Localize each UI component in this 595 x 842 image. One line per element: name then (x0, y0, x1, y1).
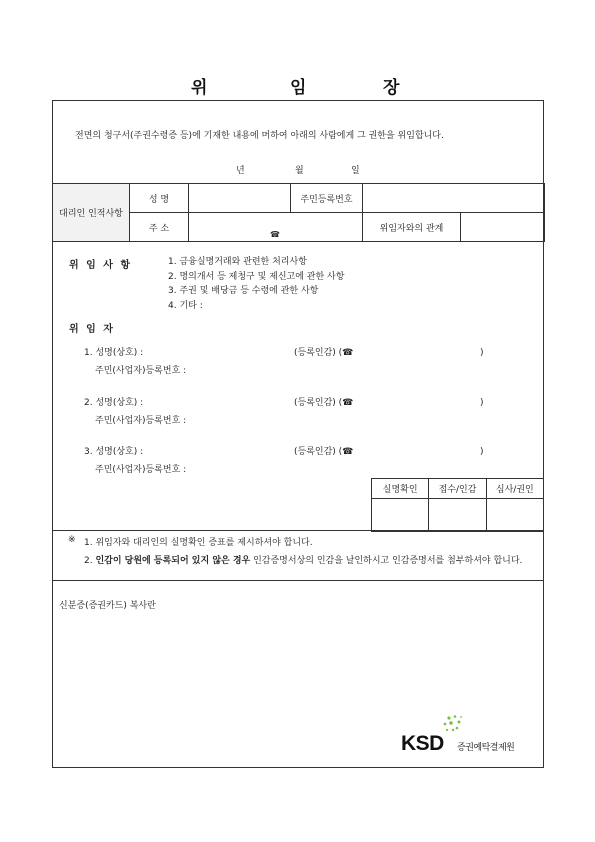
note-mark: ※ (68, 535, 76, 545)
delegation-item: 3. 주권 및 배당금 등 수령에 관한 사항 (168, 286, 319, 296)
delegator-paren-close: ) (480, 447, 484, 457)
ksd-wordmark: KSD (401, 732, 444, 755)
date-year: 년 (236, 166, 245, 176)
office-check-table (371, 478, 544, 532)
delegator-entry-3 (84, 443, 484, 479)
check-header-receipt: 접수/인감 (429, 479, 486, 499)
check-header-review: 심사/권인 (486, 479, 543, 499)
proxy-info-table (52, 183, 545, 242)
delegator-label: 위 임 자 (69, 324, 115, 335)
date-month: 월 (295, 166, 304, 176)
delegator-entry-2 (84, 394, 484, 430)
delegator-paren-close: ) (480, 348, 484, 358)
note-2 (84, 553, 539, 570)
document-title (0, 73, 595, 98)
proxy-relationship-label: 위임자와의 관계 (363, 213, 461, 242)
note-2-bold: 인감이 당원에 등록되어 있지 않은 경우 (95, 556, 251, 566)
notes-section (53, 530, 543, 581)
ksd-logo (401, 714, 541, 759)
delegation-item: 2. 명의개서 등 제청구 및 제신고에 관한 사항 (168, 271, 345, 282)
check-header-realname: 실명확인 (372, 479, 429, 499)
check-box-receipt[interactable] (429, 499, 486, 532)
title-char-3: 장 (383, 78, 400, 98)
proxy-name-field[interactable] (189, 184, 291, 213)
check-box-realname[interactable] (372, 499, 429, 532)
proxy-name-label: 성 명 (130, 184, 189, 213)
proxy-resident-no-field[interactable] (363, 184, 545, 213)
ksd-org-name: 증권예탁결제원 (457, 743, 515, 753)
delegator-seal-label: (등록인감) (☎ (294, 447, 354, 457)
delegator-reg-label: 주민(사업자)등록번호 : (95, 465, 187, 475)
phone-icon: ☎ (270, 229, 280, 239)
proxy-relationship-field[interactable] (461, 213, 545, 242)
note-2-prefix: 2. (84, 556, 96, 566)
intro-text: 전면의 청구서(주권수령증 등)에 기재한 내용에 머하여 아래의 사람에게 그 권한을 위임합니다. (75, 131, 444, 141)
delegator-seal-label: (등록인감) (☎ (294, 398, 354, 408)
ksd-sparkle-icon (441, 714, 463, 740)
delegation-label: 위 임 사 항 (69, 260, 133, 271)
title-char-2: 임 (290, 78, 307, 98)
delegator-reg-label: 주민(사업자)등록번호 : (95, 366, 187, 376)
check-box-review[interactable] (486, 499, 543, 532)
proxy-address-field[interactable] (189, 213, 363, 242)
delegator-entry-1 (84, 344, 484, 380)
delegator-name-label: 3. 성명(상호) : (84, 447, 144, 457)
delegator-paren-close: ) (480, 398, 484, 408)
date-day: 일 (351, 166, 360, 176)
delegator-seal-label: (등록인감) (☎ (294, 348, 354, 358)
form-frame (52, 100, 544, 768)
delegation-list (168, 255, 344, 313)
delegator-name-label: 1. 성명(상호) : (84, 348, 144, 358)
delegator-reg-label: 주민(사업자)등록번호 : (95, 416, 187, 426)
delegation-item: 1. 금융실명거래와 관련한 처리사항 (168, 257, 307, 267)
note-2-rest: 인감증명서상의 인감을 날인하시고 인감증명서를 첨부하셔야 합니다. (250, 556, 523, 566)
proxy-address-label: 주 소 (130, 213, 189, 242)
proxy-label: 대리인 인적사항 (53, 184, 130, 242)
delegator-name-label: 2. 성명(상호) : (84, 398, 144, 408)
note-1: 1. 위임자와 대리인의 실명확인 증표를 제시하셔야 합니다. (84, 538, 313, 548)
title-char-1: 위 (191, 78, 208, 98)
delegation-item: 4. 기타 : (168, 300, 203, 311)
proxy-resident-no-label: 주민등록번호 (291, 184, 363, 213)
id-copy-label: 신분증(증권카드) 복사란 (59, 601, 156, 611)
